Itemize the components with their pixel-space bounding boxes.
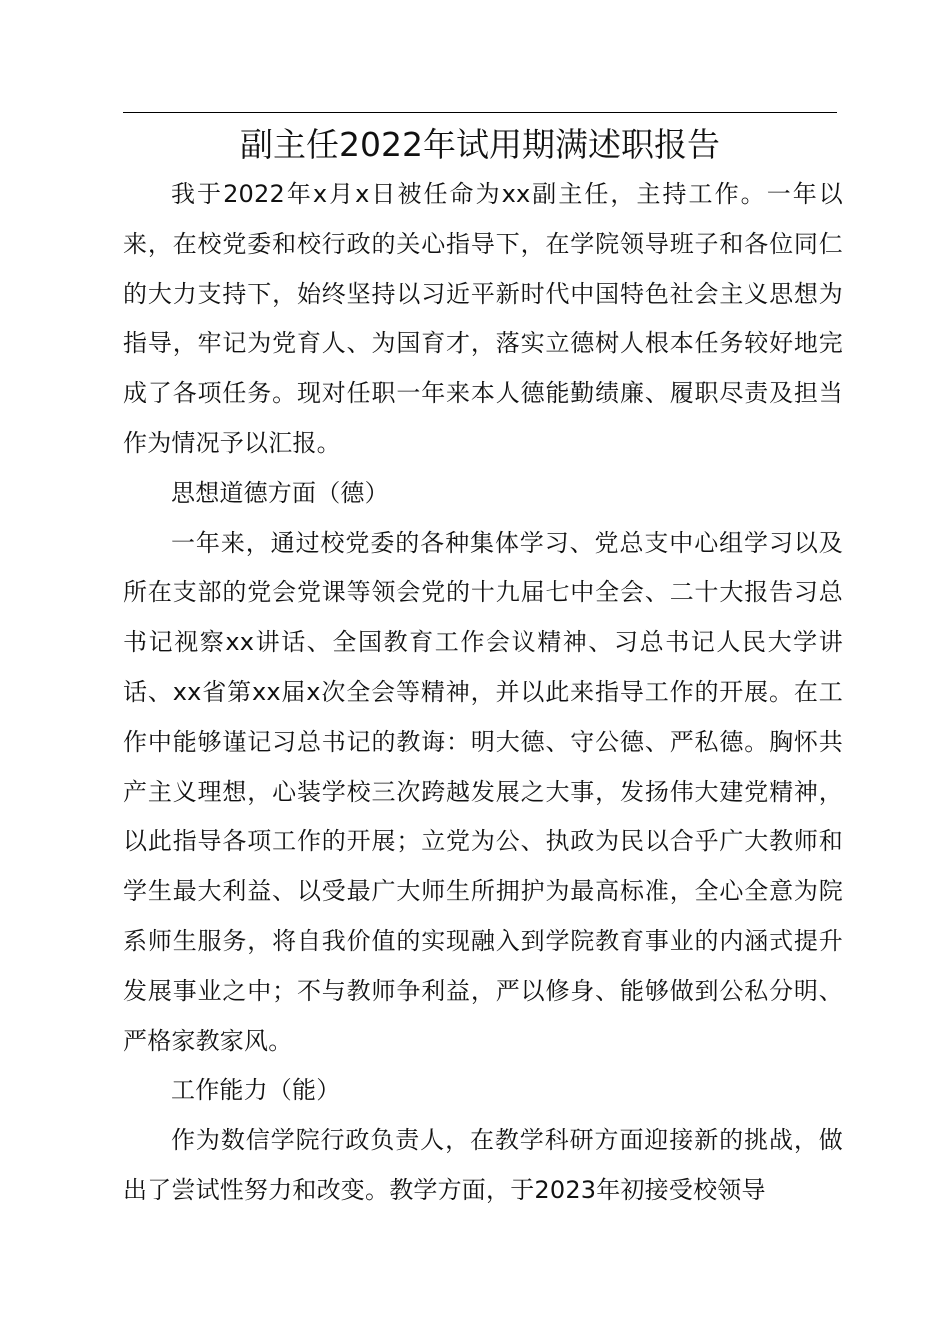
- paragraph-ability: 作为数信学院行政负责人，在教学科研方面迎接新的挑战，做出了尝试性努力和改变。教学方面，于2023年初接受校领导: [123, 1126, 843, 1204]
- header-rule: [123, 112, 837, 113]
- document-body: [123, 170, 843, 1216]
- document-title: 副主任2022年试用期满述职报告: [240, 125, 720, 164]
- section-heading-morality: 思想道德方面（德）: [171, 478, 389, 507]
- section-heading-ability: 工作能力（能）: [171, 1076, 341, 1105]
- paragraph-intro: 我于2022年x月x日被任命为xx副主任，主持工作。一年以来，在校党委和校行政的关心指导下，在学院领导班子和各位同仁的大力支持下，始终坚持以习近平新时代中国特色社会主义思想为指导，牢记为党育人、为国育才，落实立德树人根本任务较好地完成了各项任务。现对任职一年来本人德能勤绩廉、履职尽责及担当作为情况予以汇报。: [123, 180, 843, 457]
- paragraph-morality: 一年来，通过校党委的各种集体学习、党总支中心组学习以及所在支部的党会党课等领会党的十九届七中全会、二十大报告习总书记视察xx讲话、全国教育工作会议精神、习总书记人民大学讲话、xx省第xx届x次全会等精神，并以此来指导工作的开展。在工作中能够谨记习总书记的教诲：明大德、守公德、严私德。胸怀共产主义理想，心装学校三次跨越发展之大事，发扬伟大建党精神，以此指导各项工作的开展；立党为公、执政为民以合乎广大教师和学生最大利益、以受最广大师生所拥护为最高标准，全心全意为院系师生服务，将自我价值的实现融入到学院教育事业的内涵式提升发展事业之中；不与教师争利益，严以修身、能够做到公私分明、严格家教家风。: [123, 528, 843, 1055]
